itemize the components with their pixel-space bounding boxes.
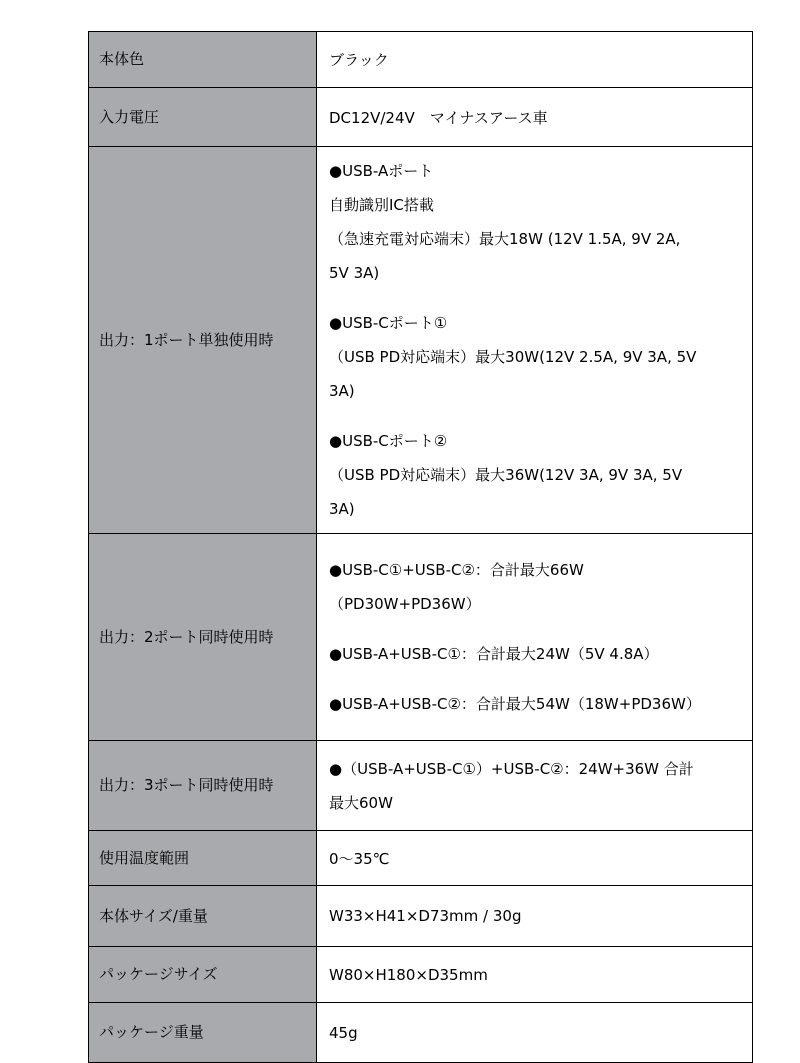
table-row-body-color: [89, 32, 753, 88]
spec-value-line: 5V 3A): [329, 264, 380, 282]
spec-value-line: （USB PD対応端末）最大30W(12V 2.5A, 9V 3A, 5V: [329, 348, 697, 366]
spec-label: 出力：3ポート同時使用時: [89, 741, 317, 831]
spec-value-line: 3A): [329, 382, 355, 400]
spec-label: 出力：2ポート同時使用時: [89, 534, 317, 741]
spec-value-text: ブラック: [329, 51, 389, 69]
table-row-output-3port: [89, 741, 753, 831]
spec-value: [317, 88, 753, 147]
spec-label: 本体サイズ/重量: [89, 886, 317, 947]
spec-value: [317, 1003, 753, 1063]
spec-value-line: （USB PD対応端末）最大36W(12V 3A, 9V 3A, 5V: [329, 466, 683, 484]
spec-value-text: 0～35℃: [329, 849, 390, 868]
spec-value-line: ●USB-A+USB-C①：合計最大24W（5V 4.8A）: [329, 645, 659, 663]
table-row-input-voltage: [89, 88, 753, 147]
table-row-package-size: [89, 947, 753, 1003]
spec-label: 出力：1ポート単独使用時: [89, 147, 317, 534]
table-row-operating-temperature: [89, 831, 753, 886]
spec-label: 入力電圧: [89, 88, 317, 147]
spec-value-line: ●USB-Cポート①: [329, 314, 448, 332]
line-spacer: [329, 621, 742, 637]
table-row-output-1port: [89, 147, 753, 534]
spec-value-text: W80×H180×D35mm: [329, 965, 488, 984]
spec-value-line: 最大60W: [329, 793, 393, 812]
spec-value-line: ●USB-Cポート②: [329, 432, 448, 450]
spec-value-line: ●USB-A+USB-C②：合計最大54W（18W+PD36W）: [329, 695, 701, 713]
spec-label: 使用温度範囲: [89, 831, 317, 886]
spec-value-line: （PD30W+PD36W）: [329, 595, 481, 613]
spec-value-line: 自動識別IC搭載: [329, 196, 434, 214]
spec-value-text: 45g: [329, 1023, 358, 1042]
spec-value-line: ●USB-C①+USB-C②：合計最大66W: [329, 561, 584, 579]
spec-value-line: ●USB-Aポート: [329, 162, 434, 180]
spec-value: [317, 32, 753, 88]
spec-value-line: 3A): [329, 500, 355, 518]
table-row-output-2port: [89, 534, 753, 741]
spec-value: [317, 886, 753, 947]
line-spacer: [329, 671, 742, 687]
spec-value: [317, 534, 753, 741]
spec-label: 本体色: [89, 32, 317, 88]
spec-value-line: ●（USB-A+USB-C①）+USB-C②：24W+36W 合計: [329, 759, 694, 778]
spec-value-text: DC12V/24V マイナスアース車: [329, 108, 548, 127]
spec-value: [317, 147, 753, 534]
spec-value-text: W33×H41×D73mm / 30g: [329, 907, 522, 925]
spec-value: [317, 947, 753, 1003]
spec-label: パッケージ重量: [89, 1003, 317, 1063]
spec-value: [317, 741, 753, 831]
table-row-package-weight: [89, 1003, 753, 1063]
spec-value-line: （急速充電対応端末）最大18W (12V 1.5A, 9V 2A,: [329, 230, 681, 248]
spec-label: パッケージサイズ: [89, 947, 317, 1003]
spec-value: [317, 831, 753, 886]
table-row-body-size-weight: [89, 886, 753, 947]
line-spacer: [329, 290, 742, 306]
line-spacer: [329, 408, 742, 424]
product-spec-table: [88, 31, 753, 1063]
